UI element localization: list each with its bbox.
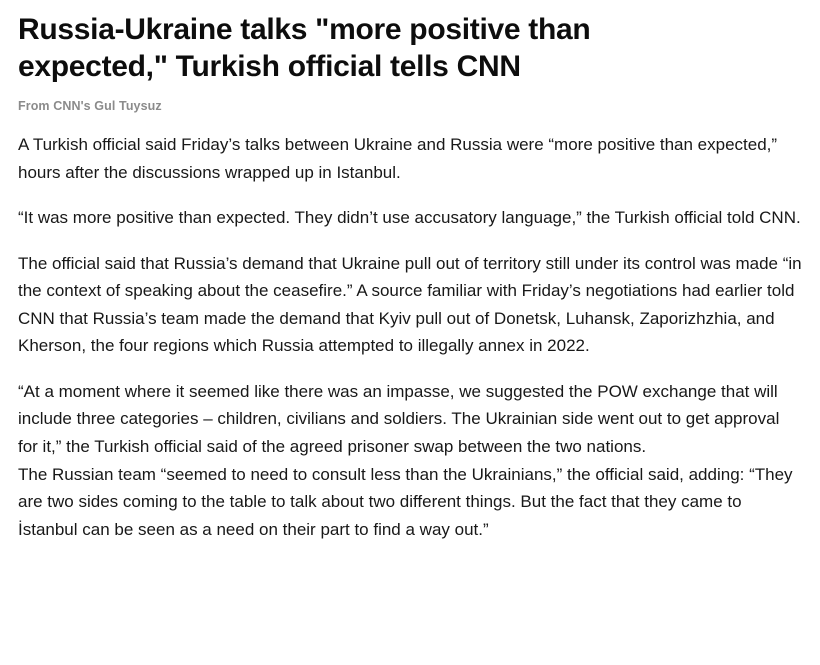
article-paragraph: “It was more positive than expected. They didn’t use accusatory language,” the Turkish official told CNN.: [18, 208, 801, 228]
article-paragraph: The official said that Russia’s demand that Ukraine pull out of territory still under its control was made “in the context of speaking about the ceasefire.” A source familiar with Friday’s negotiations had earlier told CNN that Russia’s team made the demand that Kyiv pull out of Donetsk, Luhansk, Zaporizhzhia, and Kherson, the four regions which Russia attempted to illegally annex in 2022.: [18, 253, 802, 356]
article-paragraph: A Turkish official said Friday’s talks between Ukraine and Russia were “more positive than expected,” hours after the discussions wrapped up in Istanbul.: [18, 135, 778, 182]
article-paragraph: The Russian team “seemed to need to consult less than the Ukrainians,” the official said, adding: “They are two sides coming to the table to talk about two different things. But the fact that they came to İstanbul can be seen as a need on their part to find a way out.”: [18, 464, 793, 539]
byline: From CNN's Gul Tuysuz: [18, 99, 162, 114]
article-paragraph: “At a moment where it seemed like there was an impasse, we suggested the POW exchange that will include three categories – children, civilians and soldiers. The Ukrainian side went out to get approval for it,” the Turkish official said of the agreed prisoner swap between the two nations.: [18, 381, 780, 456]
page-title: Russia-Ukraine talks "more positive than expected," Turkish official tells CNN: [18, 13, 591, 83]
